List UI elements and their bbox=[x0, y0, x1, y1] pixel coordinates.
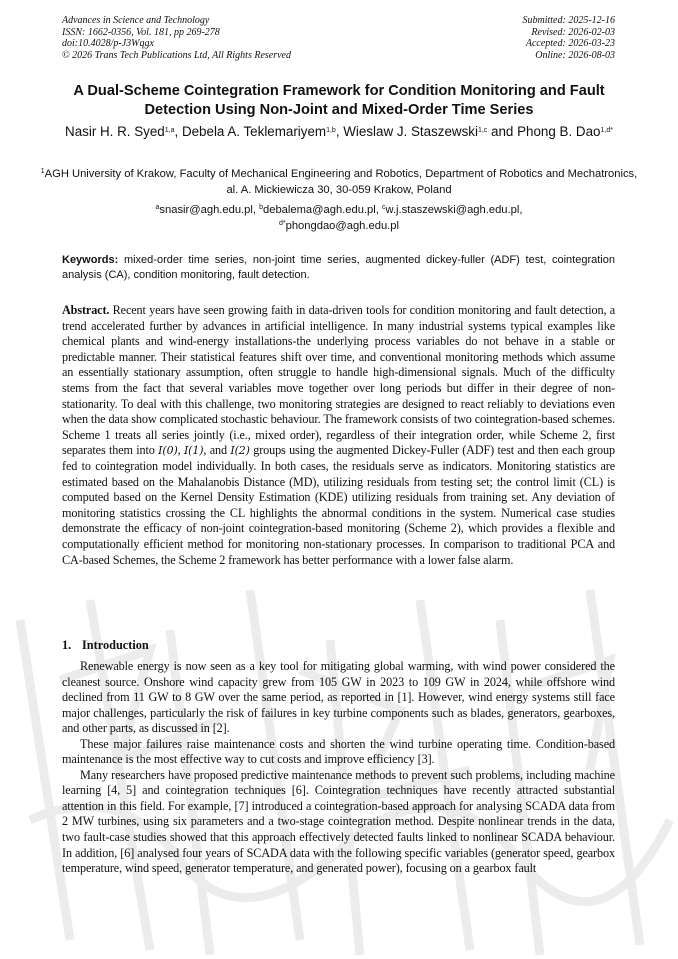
affiliation-text: AGH University of Krakow, Faculty of Mechanical Engineering and Robotics, Department of Robotics and Mechatronics, al. A. Mickiewicza 30, 30-059 Krakow, Poland bbox=[44, 168, 638, 196]
revised-date: Revised: 2026-02-03 bbox=[531, 26, 615, 38]
author bbox=[343, 124, 517, 139]
author-name: Phong B. Dao bbox=[517, 124, 601, 139]
submitted-date: Submitted: 2025-12-16 bbox=[522, 15, 615, 26]
section-number: 1. bbox=[62, 638, 72, 652]
email: $^a$snasir@agh.edu.pl, bbox=[155, 204, 260, 216]
author-separator: , bbox=[335, 124, 344, 139]
online-date: Online: 2026-08-03 bbox=[535, 49, 615, 61]
accepted-date: Accepted: 2026-03-23 bbox=[525, 38, 615, 49]
math-i2: I(2) bbox=[230, 444, 250, 458]
email: $^c$w.j.staszewski@agh.edu.pl, bbox=[381, 204, 523, 216]
math-i1: I(1) bbox=[183, 444, 204, 458]
email-address: debalema@agh.edu.pl bbox=[263, 204, 376, 216]
abstract-label: Abstract. bbox=[62, 303, 110, 317]
abstract-text-cont: groups using the augmented Dickey-Fuller (ADF) test and then each group fed to cointegration model individually. In both cases, the residuals serve as indicators. Monitoring statistics are estimated based on the Mahalanobis Distance (MD), utilizing residuals from testing set; the control limit (CL) is computed based on the Kernel Density Estimation (KDE) utilizing residuals from training set. Any deviation of monitoring statistics crossing the CL highlights the abnormal conditions in the system. Numerical case studies demonstrate the efficacy of non-joint cointegration-based monitoring (Scheme 2), which provides a flexible and computationally efficient method for monitoring non-stationary processes. In comparison to traditional PCA and CA-based Schemes, the Scheme 2 framework has better performance with a lower false alarm. bbox=[62, 443, 615, 567]
author-affil-marker: 1,d* bbox=[600, 127, 613, 134]
email-marker: c bbox=[381, 204, 386, 211]
email-address: w.j.staszewski@agh.edu.pl bbox=[385, 204, 520, 216]
author bbox=[517, 124, 613, 139]
email-list bbox=[40, 203, 638, 234]
abstract: Abstract. Recent years have seen growing faith in data-driven tools for condition monitoring and fault detection, a trend accelerated further by advances in artificial intelligence. In many industrial systems typical examples like chemical plants and wind-energy installations-the underlying process variables do not behave in a stable or predictable manner. Their statistical features shift over time, and conventional monitoring methods which assume an essentially stationary assumption, often struggle to handle high-dimensional signals. Much of the difficulty stems from the fact that several variables move together over long periods but differ in their degree of non-stationarity. To deal with this challenge, two monitoring strategies are designed to react reliably to deviations even when the data show complicated stochastic behaviour. The framework consists of two cointegration-based schemes. Scheme 1 treats all series jointly (i.e., mixed order), regardless of their integration order, while Scheme 2, first separates them into I(0), I(1), and I(2) groups using the augmented Dickey-Fuller (ADF) test and then each group fed to cointegration model individually. In both cases, the residuals serve as indicators. Monitoring statistics are estimated based on the Mahalanobis Distance (MD), utilizing residuals from testing set; the control limit (CL) is computed based on the Kernel Density Estimation (KDE) utilizing residuals from training set. Any deviation of monitoring statistics crossing the CL highlights the abnormal conditions in the system. Numerical case studies demonstrate the efficacy of non-joint cointegration-based monitoring (Scheme 2), which provides a flexible and computationally efficient method for monitoring non-stationary processes. In comparison to traditional PCA and CA-based Schemes, the Scheme 2 framework has better performance with a lower false alarm. bbox=[62, 303, 615, 567]
math-i0: I(0) bbox=[158, 444, 178, 458]
email-marker: d* bbox=[278, 219, 286, 227]
journal-name: Advances in Science and Technology bbox=[62, 15, 210, 26]
doi-line: doi:10.4028/p-J3Wqgx bbox=[62, 38, 154, 49]
email-address: snasir@agh.edu.pl bbox=[159, 204, 253, 216]
author-name: Nasir H. R. Syed bbox=[65, 124, 165, 139]
keywords-label: Keywords: bbox=[62, 254, 119, 266]
author-name: Wieslaw J. Staszewski bbox=[343, 124, 478, 139]
email-marker: b bbox=[259, 204, 264, 211]
abstract-text: Recent years have seen growing faith in data-driven tools for condition monitoring and fault detection, a trend accelerated further by advances in artificial intelligence. In many industrial systems typical examples like chemical plants and wind-energy installations-the underlying process variables do not behave in a stable or predictable manner. Their statistical features shift over time, and conventional monitoring methods which assume an essentially stationary assumption, often struggle to handle high-dimensional signals. Much of the difficulty stems from the fact that several variables move together over long periods but differ in their degree of non-stationarity. To deal with this challenge, two monitoring strategies are designed to react reliably to deviations even when the data show complicated stochastic behaviour. The framework consists of two cointegration-based schemes. Scheme 1 treats all series jointly (i.e., mixed order), regardless of their integration order, while Scheme 2, first separates them into bbox=[62, 303, 615, 458]
introduction-body bbox=[62, 659, 615, 877]
section-heading bbox=[62, 637, 149, 653]
paragraph: Many researchers have proposed predictive maintenance methods to prevent such problems, including machine learning [4, 5] and cointegration techniques [6]. Cointegration techniques have recently attracted substantial attention in this field. For example, [7] introduced a cointegration-based approach for analysing SCADA data from 2 MW turbines, using six parameters and a two-stage cointegration method. Despite nonlinear trends in the data, two fault-case studies showed that this approach effectively detected faults linked to nonlinear SCADA behaviour. In addition, [6] analysed four years of SCADA data with the following specific variables (generator speed, gearbox temperature, wind speed, generator temperature, and generated power), focusing on a gearbox fault bbox=[62, 767, 615, 876]
affiliation bbox=[40, 166, 638, 198]
email-address: phongdao@agh.edu.pl bbox=[285, 219, 399, 232]
email bbox=[279, 220, 399, 232]
author-name: Debela A. Teklemariyem bbox=[181, 124, 327, 139]
paragraph: Renewable energy is now seen as a key tool for mitigating global warming, with wind power considered the cleanest source. Onshore wind capacity grew from 105 GW in 2023 to 109 GW in 2024, while offshore wind declined from 11 GW to 8 GW over the same period, as reported in [1]. However, wind energy systems still face major challenges, particularly the risk of failures in key turbine components such as blades, generators, gearboxes, and other parts, as discussed in [2]. bbox=[62, 659, 615, 736]
author-separator: and bbox=[487, 124, 518, 139]
paragraph: These major failures raise maintenance costs and shorten the wind turbine operating time. Condition-based maintenance is the most effective way to cut costs and improve efficiency [3]. bbox=[62, 736, 615, 767]
author-affil-marker: 1,b bbox=[326, 127, 336, 134]
affiliation-marker: 1 bbox=[40, 168, 45, 175]
paper-title: A Dual-Scheme Cointegration Framework for Condition Monitoring and Fault Detection Using Non-Joint and Mixed-Order Time Series bbox=[73, 83, 605, 118]
keywords bbox=[62, 253, 615, 283]
publication-dates bbox=[523, 15, 616, 61]
section-title: Introduction bbox=[82, 638, 149, 652]
issn-line: ISSN: 1662-0356, Vol. 181, pp 269-278 bbox=[62, 26, 220, 38]
author-separator: , bbox=[174, 124, 182, 139]
author-affil-marker: 1,c bbox=[477, 127, 488, 134]
author-affil-marker: 1,a bbox=[164, 127, 175, 134]
author-list bbox=[40, 123, 638, 141]
email: $^b$debalema@agh.edu.pl, bbox=[259, 204, 382, 216]
keywords-text: mixed-order time series, non-joint time series, augmented dickey-fuller (ADF) test, cointegration analysis (CA), condition monitoring, fault detection. bbox=[62, 254, 615, 281]
author bbox=[182, 124, 343, 139]
email-marker: a bbox=[155, 204, 160, 211]
copyright-line: © 2026 Trans Tech Publications Ltd, All Rights Reserved bbox=[62, 49, 291, 61]
author bbox=[65, 124, 182, 139]
journal-info bbox=[62, 15, 291, 61]
